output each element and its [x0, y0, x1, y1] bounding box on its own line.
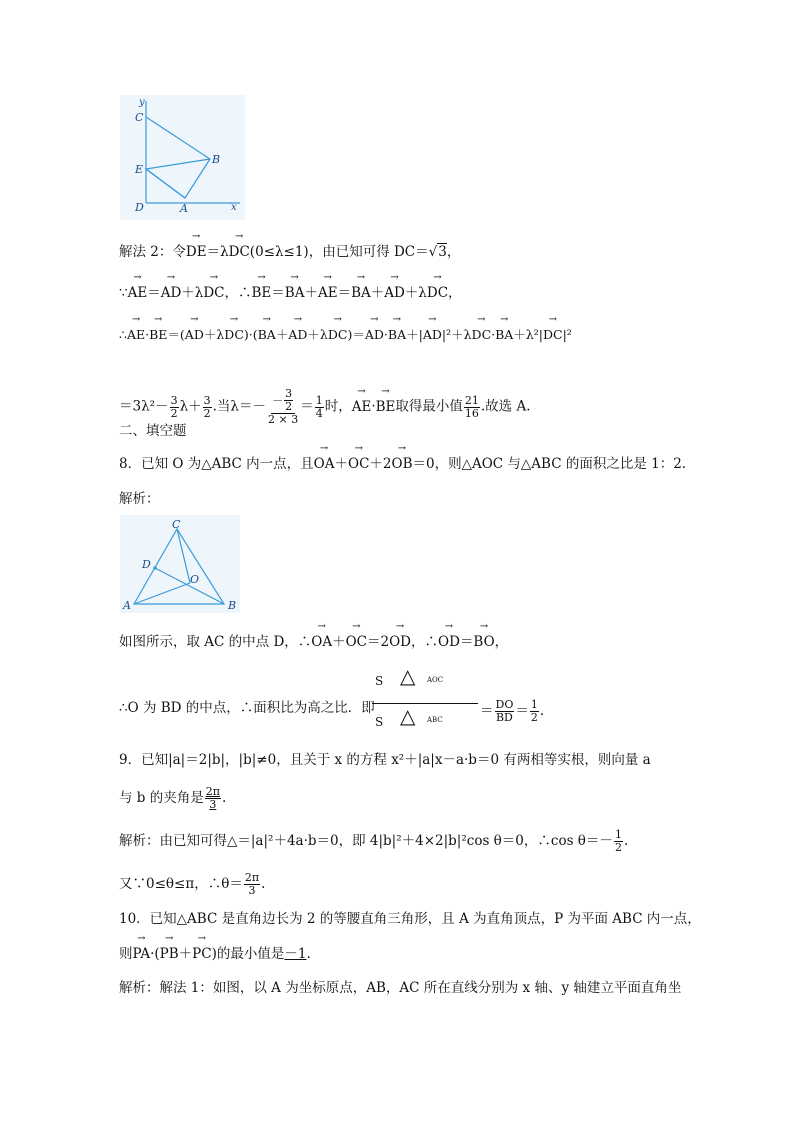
- text: 则: [119, 946, 133, 962]
- text: ∵: [119, 285, 128, 301]
- text: ＝: [515, 703, 529, 719]
- text: ，: [494, 634, 509, 650]
- text: ·: [491, 327, 496, 342]
- q9-solution-line2: [119, 872, 265, 897]
- label-y: y: [139, 97, 145, 108]
- vector-BA: → BA: [388, 326, 406, 344]
- vector-OC: → OC: [346, 633, 367, 651]
- vector-AE: → AE: [127, 326, 145, 344]
- text: .: [306, 946, 311, 962]
- text: 8．已知 O 为△ABC 内一点，且: [119, 456, 314, 472]
- vector-OA: → OA: [311, 633, 332, 651]
- text: ＝: [459, 634, 474, 650]
- vector-PC: → PC: [192, 945, 211, 963]
- text: ＝2: [367, 634, 390, 650]
- numerator: 1: [530, 698, 538, 711]
- text: ，: [446, 244, 461, 260]
- area-ratio-fraction: [372, 664, 480, 730]
- q8-solution-line1: [119, 633, 508, 651]
- q8-statement: [119, 455, 686, 473]
- denominator: 4: [315, 406, 323, 420]
- text: ＝: [300, 398, 314, 415]
- triangle-symbol-denominator: △: [400, 704, 416, 728]
- text: ＋λ: [203, 327, 225, 342]
- text: ＋2: [369, 456, 392, 472]
- text: 如图所示，取 AC 的中点 D，∴: [119, 634, 312, 650]
- triangle-symbol-numerator: △: [400, 664, 416, 688]
- vector-AD: → AD: [384, 284, 405, 302]
- fraction-1-2: [530, 699, 539, 724]
- q10-statement-line2: [119, 945, 311, 963]
- vector-DC: → DC: [203, 284, 224, 302]
- label-B: B: [212, 153, 221, 166]
- label-D: D: [135, 201, 144, 214]
- sol2-line1: 解法 2：令→ DE＝λ→ DC(0≤λ≤1)，由已知可得 DC＝√3，: [119, 243, 460, 261]
- text: ＝: [271, 285, 285, 301]
- text: ＝: [480, 703, 494, 719]
- vector-BE: → BE: [252, 284, 272, 302]
- text: ，∴: [411, 634, 439, 650]
- vector-DC: → DC: [427, 284, 448, 302]
- vector-OB: → OB: [392, 455, 413, 473]
- text: ＝3λ²－: [119, 398, 169, 415]
- q9-statement-line2: [119, 786, 226, 811]
- answer-value: －1: [284, 946, 307, 962]
- label-A: A: [123, 599, 131, 612]
- figure-coordinate-diagram: [120, 95, 245, 220]
- fraction-bar: [372, 703, 478, 704]
- denominator: 16: [464, 406, 479, 420]
- vector-BO: → BO: [473, 633, 494, 651]
- text: )·(: [243, 327, 258, 342]
- text: ＋λ: [181, 285, 204, 301]
- point-D: [153, 566, 157, 570]
- text: 时，: [324, 398, 352, 415]
- text: ·(: [150, 946, 160, 962]
- vector-BA: → BA: [258, 326, 276, 344]
- numerator: 21: [464, 393, 479, 407]
- answer-fraction-2pi-3: [205, 786, 221, 811]
- vector-BE: → BE: [149, 326, 167, 344]
- text: ＝0，则△AOC 与△ABC 的面积之比是 1：2.: [412, 456, 687, 472]
- text: ＋: [275, 327, 289, 342]
- vector-DC: → DC: [328, 326, 348, 344]
- text: 又∵0≤θ≤π，∴θ＝: [119, 876, 243, 892]
- denominator: BD: [495, 711, 513, 724]
- denominator: 3: [248, 884, 256, 897]
- q8-jiexi-label: 解析：: [119, 491, 160, 507]
- text: λ＋: [179, 398, 202, 415]
- vector-OA: → OA: [314, 455, 335, 473]
- fraction-1-2: [614, 829, 623, 854]
- text: .: [623, 833, 629, 849]
- vector-OD: → OD: [438, 633, 460, 651]
- text: ，: [448, 285, 462, 301]
- text: ＋|: [406, 327, 423, 342]
- text: ·: [383, 327, 388, 342]
- numerator: DO: [495, 698, 514, 711]
- vector-AE: → AE: [128, 284, 148, 302]
- numerator: 2π: [244, 871, 260, 884]
- q10-statement-line1: 10．已知△ABC 是直角边长为 2 的等腰直角三角形，且 A 为直角顶点，P 为平面 ABC 内一点，: [119, 911, 701, 927]
- S-denominator: S: [375, 715, 384, 729]
- subscript-ABC: ABC: [427, 716, 443, 724]
- denominator: 2: [285, 400, 293, 413]
- text: ＝λ: [206, 244, 229, 260]
- q8-solution-line2: [119, 699, 375, 717]
- text: 与 b 的夹角是: [119, 790, 204, 806]
- label-C: C: [135, 111, 144, 124]
- text: ∴: [119, 327, 127, 342]
- label-C: C: [172, 518, 181, 531]
- text: )的最小值是: [211, 946, 285, 962]
- text: 解法 2：令: [119, 244, 186, 260]
- text: ＋: [332, 634, 346, 650]
- numerator: 1: [315, 393, 323, 407]
- text: .: [221, 790, 227, 806]
- denominator: 2: [170, 406, 178, 420]
- text: .: [539, 703, 545, 719]
- vector-AD: → AD: [185, 326, 204, 344]
- fraction-vertex: [267, 388, 299, 426]
- denominator: 2: [203, 406, 211, 420]
- text: ·: [371, 398, 376, 415]
- vector-DC: → DC: [543, 326, 563, 344]
- vector-BA: → BA: [495, 326, 513, 344]
- sol2-line4: [119, 388, 531, 426]
- vector-AD: → AD: [365, 326, 384, 344]
- fraction-1-4: [315, 395, 324, 420]
- vector-OC: → OC: [348, 455, 369, 473]
- fraction-3-2: [170, 395, 179, 420]
- text: .当λ＝－: [212, 398, 266, 415]
- text: ＋: [370, 285, 385, 301]
- label-x: x: [231, 202, 237, 213]
- numerator: 3: [285, 387, 293, 400]
- label-A: A: [180, 202, 188, 215]
- vector-BA: → BA: [351, 284, 371, 302]
- fraction-2pi-3: [244, 872, 260, 897]
- text: .故选 A.: [480, 398, 531, 415]
- text: 解析：由已知可得△＝|a|²＋4a·b＝0，即 4|b|²＋4×2|b|²cos θ＝0，∴cos θ＝－: [119, 833, 613, 849]
- text: ∴O 为 BD 的中点，∴面积比为高之比．即: [119, 700, 375, 716]
- text: 取得最小值: [395, 398, 463, 415]
- text: ＋: [178, 946, 193, 962]
- vector-OD: → OD: [389, 633, 411, 651]
- label-E: E: [135, 163, 144, 176]
- vector-PB: → PB: [160, 945, 179, 963]
- label-D: D: [142, 558, 151, 571]
- vector-DC: → DC: [229, 243, 250, 261]
- text: ＋λ²|: [513, 327, 543, 342]
- text: )＝: [347, 327, 365, 342]
- numerator: 2π: [205, 785, 220, 798]
- text: ＋λ: [404, 285, 427, 301]
- fraction-3-2: [284, 388, 293, 413]
- section-header-fill-in: 二、填空题: [119, 423, 187, 439]
- text: ·: [145, 327, 150, 342]
- label-B: B: [228, 599, 237, 612]
- vector-AD: → AD: [423, 326, 442, 344]
- numerator: 3: [203, 393, 211, 407]
- vector-AD: → AD: [288, 326, 307, 344]
- vector-AD: → AD: [161, 284, 182, 302]
- denominator: 2 × 3: [267, 413, 299, 426]
- numerator: [271, 388, 295, 414]
- vector-AE: → AE: [352, 398, 372, 416]
- label-O: O: [190, 573, 200, 586]
- sol2-line3: [119, 326, 572, 344]
- text: ＋: [304, 285, 318, 301]
- vector-BA: → BA: [285, 284, 305, 302]
- sqrt-value: 3: [438, 244, 447, 260]
- fraction-3-2: [203, 395, 212, 420]
- denominator: 3: [209, 798, 217, 811]
- vector-BE: → BE: [376, 398, 396, 416]
- text: ＝(: [167, 327, 185, 342]
- text: ＝: [147, 285, 161, 301]
- subscript-AOC: AOC: [427, 676, 444, 684]
- numerator: 3: [170, 393, 178, 407]
- text: .: [261, 876, 266, 892]
- minus-sign: －: [272, 393, 284, 407]
- figure-triangle-diagram: [120, 515, 240, 613]
- numerator: 1: [614, 828, 622, 841]
- denominator: 2: [530, 711, 538, 724]
- text: ＋: [334, 456, 348, 472]
- sol2-line2: [119, 284, 462, 302]
- vector-DE: → DE: [186, 243, 207, 261]
- vector-PA: → PA: [133, 945, 151, 963]
- q9-solution-line1: [119, 829, 628, 854]
- text: (0≤λ≤1)，由已知可得 DC＝: [249, 244, 429, 260]
- vector-AE: → AE: [318, 284, 338, 302]
- S-numerator: S: [375, 674, 384, 688]
- fraction-21-16: [464, 395, 480, 420]
- fraction-DO-BD: [495, 699, 515, 724]
- text: ，∴: [224, 285, 252, 301]
- vector-DC: → DC: [224, 326, 244, 344]
- text: |²: [562, 327, 572, 342]
- text: ＋λ: [307, 327, 328, 342]
- q9-statement-line1: 9．已知|a|＝2|b|，|b|≠0，且关于 x 的方程 x²＋|a|x－a·b＝0 有两相等实根，则向量 a: [119, 752, 651, 768]
- text: ＝: [337, 285, 352, 301]
- text: |²＋λ: [441, 327, 472, 342]
- q8-solution-line2-tail: [480, 699, 544, 724]
- vector-DC: → DC: [472, 326, 492, 344]
- denominator: 2: [614, 841, 622, 854]
- q10-solution-line1: 解析：解法 1：如图，以 A 为坐标原点，AB，AC 所在直线分别为 x 轴、y 轴建立平面直角坐: [119, 980, 682, 996]
